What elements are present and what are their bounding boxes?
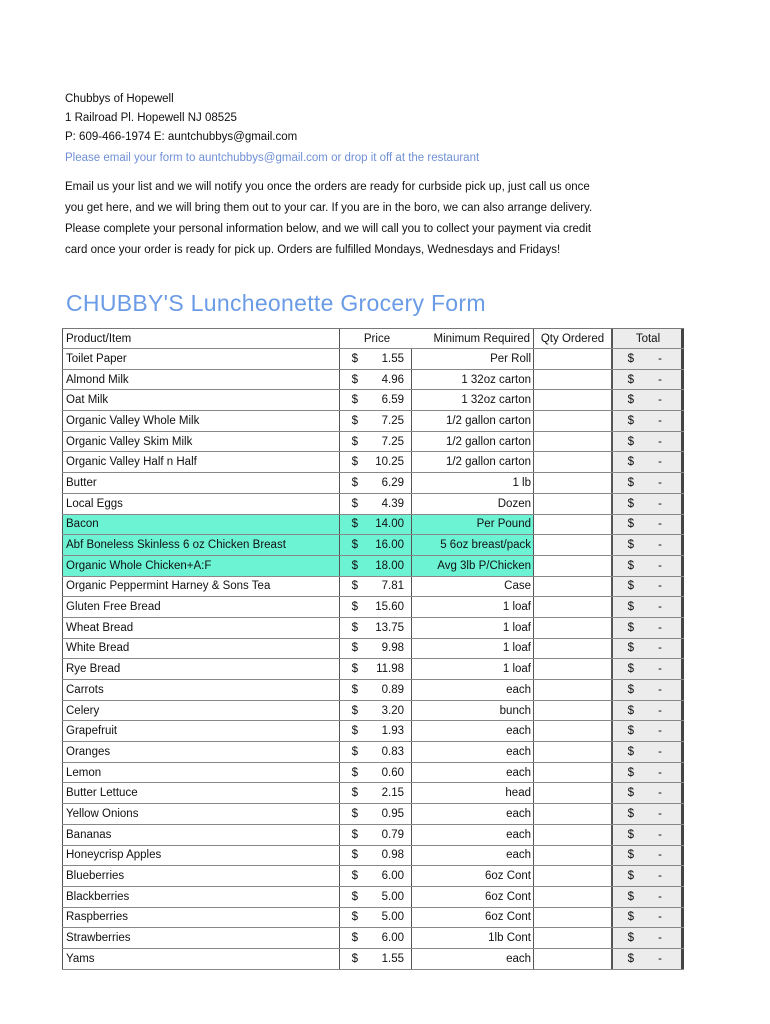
table-row bbox=[62, 535, 684, 556]
business-name: Chubbys of Hopewell bbox=[65, 93, 174, 105]
item-name: Oranges bbox=[62, 742, 340, 762]
line-total: - bbox=[658, 621, 662, 634]
line-total: - bbox=[658, 952, 662, 965]
line-total: - bbox=[658, 704, 662, 717]
line-total: - bbox=[658, 745, 662, 758]
line-total: - bbox=[658, 601, 662, 614]
item-price: 6.00 bbox=[360, 928, 412, 948]
total-currency: $ bbox=[627, 476, 634, 489]
intro-paragraph: Email us your list and we will notify you once the orders are ready for curbside pick up, just call us once you get here, and we will bring them out to your car. If you are in the boro, we can also arrange delivery. Please complete your personal information below, and we will call you to collect your payment via credit card once your order is ready for pick up. Orders are fulfilled Mondays, Wednesdays and Fridays! bbox=[65, 181, 593, 256]
table-row bbox=[62, 908, 684, 929]
price-currency: $ bbox=[351, 890, 358, 903]
qty-ordered-field[interactable] bbox=[534, 432, 612, 452]
item-price: 6.00 bbox=[360, 866, 412, 886]
total-currency: $ bbox=[627, 704, 634, 717]
total-currency: $ bbox=[627, 539, 634, 552]
qty-ordered-field[interactable] bbox=[534, 742, 612, 762]
item-name: Bananas bbox=[62, 825, 340, 845]
item-name: Blueberries bbox=[62, 866, 340, 886]
table-row bbox=[62, 597, 684, 618]
qty-ordered-field[interactable] bbox=[534, 411, 612, 431]
table-row bbox=[62, 494, 684, 515]
item-name: Abf Boneless Skinless 6 oz Chicken Breast bbox=[62, 535, 340, 555]
item-name: Carrots bbox=[62, 680, 340, 700]
minimum-required: each bbox=[412, 846, 534, 866]
minimum-required: 1/2 gallon carton bbox=[412, 411, 534, 431]
header-item: Product/Item bbox=[62, 329, 340, 348]
table-row bbox=[62, 659, 684, 680]
qty-ordered-field[interactable] bbox=[534, 659, 612, 679]
price-currency: $ bbox=[351, 394, 358, 407]
minimum-required: 1 32oz carton bbox=[412, 370, 534, 390]
total-currency: $ bbox=[627, 807, 634, 820]
minimum-required: each bbox=[412, 763, 534, 783]
price-currency: $ bbox=[351, 580, 358, 593]
item-price: 1.93 bbox=[360, 721, 412, 741]
qty-ordered-field[interactable] bbox=[534, 597, 612, 617]
qty-ordered-field[interactable] bbox=[534, 515, 612, 535]
qty-ordered-field[interactable] bbox=[534, 783, 612, 803]
line-total: - bbox=[658, 766, 662, 779]
price-currency: $ bbox=[351, 828, 358, 841]
line-total: - bbox=[658, 539, 662, 552]
table-row bbox=[62, 680, 684, 701]
total-currency: $ bbox=[627, 683, 634, 696]
total-currency: $ bbox=[627, 725, 634, 738]
line-total: - bbox=[658, 787, 662, 800]
item-price: 18.00 bbox=[360, 556, 412, 576]
minimum-required: Per Roll bbox=[412, 349, 534, 369]
item-price: 10.25 bbox=[360, 452, 412, 472]
minimum-required: 1 loaf bbox=[412, 597, 534, 617]
item-name: Bacon bbox=[62, 515, 340, 535]
price-currency: $ bbox=[351, 725, 358, 738]
qty-ordered-field[interactable] bbox=[534, 825, 612, 845]
item-name: Organic Valley Skim Milk bbox=[62, 432, 340, 452]
line-total: - bbox=[658, 642, 662, 655]
price-currency: $ bbox=[351, 683, 358, 696]
grocery-order-table bbox=[62, 328, 684, 970]
item-price: 5.00 bbox=[360, 887, 412, 907]
price-currency: $ bbox=[351, 787, 358, 800]
table-row bbox=[62, 866, 684, 887]
total-currency: $ bbox=[627, 663, 634, 676]
table-row bbox=[62, 804, 684, 825]
total-currency: $ bbox=[627, 870, 634, 883]
item-price: 16.00 bbox=[360, 535, 412, 555]
qty-ordered-field[interactable] bbox=[534, 452, 612, 472]
price-currency: $ bbox=[340, 515, 360, 535]
total-currency: $ bbox=[627, 828, 634, 841]
item-name: Yams bbox=[62, 949, 340, 969]
qty-ordered-field[interactable] bbox=[534, 390, 612, 410]
item-price: 15.60 bbox=[360, 597, 412, 617]
email-instructions: Please email your form to auntchubbys@gmail.com or drop it off at the restaurant bbox=[65, 152, 480, 164]
minimum-required: 1/2 gallon carton bbox=[412, 452, 534, 472]
total-currency: $ bbox=[627, 952, 634, 965]
business-info bbox=[65, 90, 479, 168]
total-currency: $ bbox=[627, 787, 634, 800]
minimum-required: 1 lb bbox=[412, 473, 534, 493]
table-row bbox=[62, 618, 684, 639]
line-total: - bbox=[658, 394, 662, 407]
table-row bbox=[62, 887, 684, 908]
table-row bbox=[62, 949, 684, 970]
qty-ordered-field[interactable] bbox=[534, 349, 612, 369]
table-row bbox=[62, 639, 684, 660]
price-currency: $ bbox=[351, 373, 358, 386]
item-price: 0.98 bbox=[360, 846, 412, 866]
minimum-required: Per Pound bbox=[412, 515, 534, 535]
item-price: 7.25 bbox=[360, 432, 412, 452]
item-name: Butter Lettuce bbox=[62, 783, 340, 803]
minimum-required: each bbox=[412, 680, 534, 700]
minimum-required: Dozen bbox=[412, 494, 534, 514]
business-contact: P: 609-466-1974 E: auntchubbys@gmail.com bbox=[65, 131, 298, 143]
item-price: 6.59 bbox=[360, 390, 412, 410]
total-currency: $ bbox=[627, 745, 634, 758]
qty-ordered-field[interactable] bbox=[534, 763, 612, 783]
item-name: Wheat Bread bbox=[62, 618, 340, 638]
table-row bbox=[62, 846, 684, 867]
price-currency: $ bbox=[351, 807, 358, 820]
price-currency: $ bbox=[351, 456, 358, 469]
line-total: - bbox=[658, 828, 662, 841]
price-currency: $ bbox=[340, 556, 360, 576]
table-row bbox=[62, 349, 684, 370]
item-price: 7.25 bbox=[360, 411, 412, 431]
qty-ordered-field[interactable] bbox=[534, 535, 612, 555]
item-price: 7.81 bbox=[360, 577, 412, 597]
minimum-required: bunch bbox=[412, 701, 534, 721]
price-currency: $ bbox=[351, 932, 358, 945]
item-name: Local Eggs bbox=[62, 494, 340, 514]
total-currency: $ bbox=[627, 518, 634, 531]
item-price: 0.83 bbox=[360, 742, 412, 762]
price-currency: $ bbox=[351, 476, 358, 489]
business-address: 1 Railroad Pl. Hopewell NJ 08525 bbox=[65, 112, 237, 124]
table-row bbox=[62, 928, 684, 949]
price-currency: $ bbox=[351, 704, 358, 717]
item-name: Almond Milk bbox=[62, 370, 340, 390]
line-total: - bbox=[658, 807, 662, 820]
item-name: Strawberries bbox=[62, 928, 340, 948]
item-name: Organic Valley Half n Half bbox=[62, 452, 340, 472]
price-currency: $ bbox=[340, 535, 360, 555]
qty-ordered-field[interactable] bbox=[534, 949, 612, 969]
header-minimum: Minimum Required bbox=[412, 329, 534, 348]
table-row bbox=[62, 390, 684, 411]
table-row bbox=[62, 763, 684, 784]
table-row bbox=[62, 742, 684, 763]
item-name: Organic Valley Whole Milk bbox=[62, 411, 340, 431]
total-currency: $ bbox=[627, 601, 634, 614]
table-row bbox=[62, 577, 684, 598]
total-currency: $ bbox=[627, 849, 634, 862]
qty-ordered-field[interactable] bbox=[534, 804, 612, 824]
qty-ordered-field[interactable] bbox=[534, 887, 612, 907]
item-price: 1.55 bbox=[360, 949, 412, 969]
table-row bbox=[62, 515, 684, 536]
minimum-required: each bbox=[412, 721, 534, 741]
total-currency: $ bbox=[627, 932, 634, 945]
item-price: 0.89 bbox=[360, 680, 412, 700]
line-total: - bbox=[658, 414, 662, 427]
header-total: Total bbox=[635, 332, 661, 345]
line-total: - bbox=[658, 373, 662, 386]
qty-ordered-field[interactable] bbox=[534, 577, 612, 597]
total-currency: $ bbox=[627, 911, 634, 924]
price-currency: $ bbox=[351, 745, 358, 758]
qty-ordered-field[interactable] bbox=[534, 473, 612, 493]
price-currency: $ bbox=[351, 352, 358, 365]
minimum-required: each bbox=[412, 804, 534, 824]
item-name: Honeycrisp Apples bbox=[62, 846, 340, 866]
item-name: Gluten Free Bread bbox=[62, 597, 340, 617]
price-currency: $ bbox=[351, 849, 358, 862]
item-price: 0.60 bbox=[360, 763, 412, 783]
minimum-required: 1 32oz carton bbox=[412, 390, 534, 410]
line-total: - bbox=[658, 663, 662, 676]
item-name: Rye Bread bbox=[62, 659, 340, 679]
line-total: - bbox=[658, 435, 662, 448]
item-name: Raspberries bbox=[62, 908, 340, 928]
item-price: 6.29 bbox=[360, 473, 412, 493]
minimum-required: each bbox=[412, 825, 534, 845]
price-currency: $ bbox=[351, 497, 358, 510]
item-name: Celery bbox=[62, 701, 340, 721]
minimum-required: Case bbox=[412, 577, 534, 597]
item-price: 11.98 bbox=[360, 659, 412, 679]
item-name: Oat Milk bbox=[62, 390, 340, 410]
price-currency: $ bbox=[351, 621, 358, 634]
item-name: Organic Peppermint Harney & Sons Tea bbox=[62, 577, 340, 597]
item-name: Lemon bbox=[62, 763, 340, 783]
qty-ordered-field[interactable] bbox=[534, 908, 612, 928]
table-row bbox=[62, 701, 684, 722]
item-name: Blackberries bbox=[62, 887, 340, 907]
table-row bbox=[62, 370, 684, 391]
item-price: 9.98 bbox=[360, 639, 412, 659]
total-currency: $ bbox=[627, 373, 634, 386]
item-name: Grapefruit bbox=[62, 721, 340, 741]
item-name: Toilet Paper bbox=[62, 349, 340, 369]
minimum-required: 1/2 gallon carton bbox=[412, 432, 534, 452]
minimum-required: 5 6oz breast/pack bbox=[412, 535, 534, 555]
price-currency: $ bbox=[351, 642, 358, 655]
qty-ordered-field[interactable] bbox=[534, 639, 612, 659]
qty-ordered-field[interactable] bbox=[534, 680, 612, 700]
item-price: 4.96 bbox=[360, 370, 412, 390]
line-total: - bbox=[658, 725, 662, 738]
line-total: - bbox=[658, 932, 662, 945]
minimum-required: 6oz Cont bbox=[412, 908, 534, 928]
total-currency: $ bbox=[627, 414, 634, 427]
table-row bbox=[62, 452, 684, 473]
minimum-required: each bbox=[412, 742, 534, 762]
minimum-required: 1 loaf bbox=[412, 639, 534, 659]
table-row bbox=[62, 432, 684, 453]
line-total: - bbox=[658, 870, 662, 883]
price-currency: $ bbox=[351, 663, 358, 676]
total-currency: $ bbox=[627, 559, 634, 572]
table-row bbox=[62, 721, 684, 742]
qty-ordered-field[interactable] bbox=[534, 701, 612, 721]
line-total: - bbox=[658, 456, 662, 469]
line-total: - bbox=[658, 911, 662, 924]
total-currency: $ bbox=[627, 766, 634, 779]
minimum-required: each bbox=[412, 949, 534, 969]
item-price: 0.95 bbox=[360, 804, 412, 824]
total-currency: $ bbox=[627, 890, 634, 903]
minimum-required: 6oz Cont bbox=[412, 887, 534, 907]
qty-ordered-field[interactable] bbox=[534, 370, 612, 390]
minimum-required: 1lb Cont bbox=[412, 928, 534, 948]
total-currency: $ bbox=[627, 456, 634, 469]
line-total: - bbox=[658, 518, 662, 531]
total-currency: $ bbox=[627, 394, 634, 407]
line-total: - bbox=[658, 476, 662, 489]
minimum-required: Avg 3lb P/Chicken bbox=[412, 556, 534, 576]
item-price: 0.79 bbox=[360, 825, 412, 845]
table-header-row bbox=[62, 328, 684, 349]
total-currency: $ bbox=[627, 642, 634, 655]
header-price: Price bbox=[363, 332, 391, 345]
item-name: Butter bbox=[62, 473, 340, 493]
item-price: 4.39 bbox=[360, 494, 412, 514]
line-total: - bbox=[658, 890, 662, 903]
table-row bbox=[62, 411, 684, 432]
form-title: CHUBBY'S Luncheonette Grocery Form bbox=[66, 290, 486, 316]
item-price: 13.75 bbox=[360, 618, 412, 638]
total-currency: $ bbox=[627, 497, 634, 510]
minimum-required: 1 loaf bbox=[412, 618, 534, 638]
price-currency: $ bbox=[351, 911, 358, 924]
total-currency: $ bbox=[627, 580, 634, 593]
item-price: 5.00 bbox=[360, 908, 412, 928]
price-currency: $ bbox=[351, 766, 358, 779]
minimum-required: head bbox=[412, 783, 534, 803]
total-currency: $ bbox=[627, 435, 634, 448]
minimum-required: 6oz Cont bbox=[412, 866, 534, 886]
price-currency: $ bbox=[351, 435, 358, 448]
price-currency: $ bbox=[351, 952, 358, 965]
item-price: 14.00 bbox=[360, 515, 412, 535]
qty-ordered-field[interactable] bbox=[534, 721, 612, 741]
item-name: Organic Whole Chicken+A:F bbox=[62, 556, 340, 576]
table-row bbox=[62, 473, 684, 494]
item-name: White Bread bbox=[62, 639, 340, 659]
qty-ordered-field[interactable] bbox=[534, 846, 612, 866]
item-price: 1.55 bbox=[360, 349, 412, 369]
price-currency: $ bbox=[351, 601, 358, 614]
line-total: - bbox=[658, 580, 662, 593]
table-row bbox=[62, 556, 684, 577]
table-row bbox=[62, 783, 684, 804]
table-row bbox=[62, 825, 684, 846]
line-total: - bbox=[658, 352, 662, 365]
line-total: - bbox=[658, 559, 662, 572]
price-currency: $ bbox=[351, 870, 358, 883]
item-name: Yellow Onions bbox=[62, 804, 340, 824]
line-total: - bbox=[658, 683, 662, 696]
line-total: - bbox=[658, 497, 662, 510]
line-total: - bbox=[658, 849, 662, 862]
qty-ordered-field[interactable] bbox=[534, 556, 612, 576]
item-price: 2.15 bbox=[360, 783, 412, 803]
header-qty: Qty Ordered bbox=[534, 329, 612, 348]
qty-ordered-field[interactable] bbox=[534, 866, 612, 886]
qty-ordered-field[interactable] bbox=[534, 494, 612, 514]
total-currency: $ bbox=[627, 621, 634, 634]
qty-ordered-field[interactable] bbox=[534, 618, 612, 638]
total-currency: $ bbox=[627, 352, 634, 365]
item-price: 3.20 bbox=[360, 701, 412, 721]
minimum-required: 1 loaf bbox=[412, 659, 534, 679]
price-currency: $ bbox=[351, 414, 358, 427]
qty-ordered-field[interactable] bbox=[534, 928, 612, 948]
